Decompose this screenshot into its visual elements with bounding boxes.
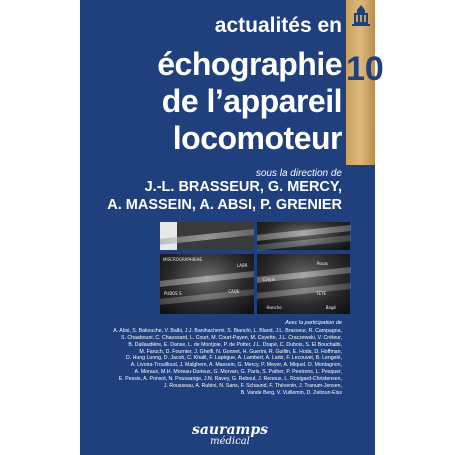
us-label: Hanche: [266, 304, 282, 310]
us-label: Psoas: [316, 260, 328, 266]
title-line-1: échographie: [157, 46, 342, 82]
us-label: PUBOS S: [164, 290, 182, 296]
participants-line: B. Vande Berg, V. Vuillemin, D. Zeitoun-Eiss: [240, 389, 342, 396]
title-line-3: locomoteur: [172, 120, 342, 156]
direction-label: sous la direction de: [255, 168, 342, 179]
participants-line: A. Absi, S. Bakouche, V. Balbi, J.J. Banihachemi, S. Bianchi, L. Bland, J.L. Brasseur, R. Campagna,: [113, 328, 342, 334]
participants-line: M. Faruch, D. Fournier, J. Ghelfi, N. Gonnet, H. Guerini, R. Guillin, E. Hoda, D. Hoffman,: [139, 348, 342, 355]
ultrasound-image-bottom-left: [160, 254, 254, 314]
ultrasound-image-grid: [160, 222, 350, 314]
participants-line: B. Dallaudière, E. Danse, L. de Montjoie, P. de Potter, J.L. Drapé, C. Dubois, S. El Bouchaibi,: [128, 341, 342, 348]
us-label: Bagé: [325, 304, 336, 310]
participants-line: A. Livoira-Trouilloud, J. Malghem, A. Massein, G. Mercy, P. Meyer, A. Miquel, D. Montagnon,: [130, 362, 342, 369]
participants-line: S. Chaabouni, C. Chaussard, L. Court, M. Court-Payen, M. Coyette, J.L. Craczewski, V. Créteur,: [121, 334, 342, 341]
us-label: Cotyle: [262, 276, 276, 282]
publisher-name: sauramps: [191, 422, 269, 438]
participants-line: J. Rousseau, A. Rubini, N. Sans, F. Schaund, F. Thévenin, J. Tranum-Jensen,: [163, 382, 342, 389]
ultrasound-image-top-right: [257, 222, 351, 250]
us-label: CADE: [228, 288, 240, 294]
participants-line: D. Hung Luong, D. Jacob, C. Khalil, F. Lapègue, A. Lambert, A. Larbi, F. Lecouvet, B. Lengelé,: [126, 355, 342, 362]
authors-line-1: J.-L. BRASSEUR, G. MERCY,: [144, 179, 342, 195]
us-label: MISCROGRAPHIEHE: [163, 256, 203, 262]
participants-line: A. Moraux, M.H. Moreau-Durieux, G. Morvan, G. Paris, S. Pather, P. Peetrons, L. Pesquer,: [134, 369, 342, 376]
book-cover: [80, 0, 384, 455]
us-label: LABR: [236, 262, 248, 268]
authors-line-2: A. MASSEIN, A. ABSI, P. GRENIER: [107, 197, 342, 213]
series-title: actualités en: [214, 14, 342, 37]
us-label: TETE: [316, 290, 326, 296]
volume-number: 10: [346, 50, 384, 88]
title-line-2: de l’appareil: [161, 83, 342, 119]
participants-line: E. Pessis, A. Ponsot, N. Poussange, J.N. Ravey, G. Reboul, J. Renoux, L. Rostgard-Christensen,: [118, 376, 342, 383]
building-logo-icon: [351, 4, 371, 28]
ultrasound-image-bottom-right: [257, 254, 351, 314]
participants-list: [84, 328, 342, 397]
ultrasound-image-top-left: [160, 222, 254, 250]
publisher-sub: médical: [210, 436, 250, 447]
participation-label: Avec la participation de: [285, 320, 342, 326]
publisher-logo: [170, 423, 290, 447]
